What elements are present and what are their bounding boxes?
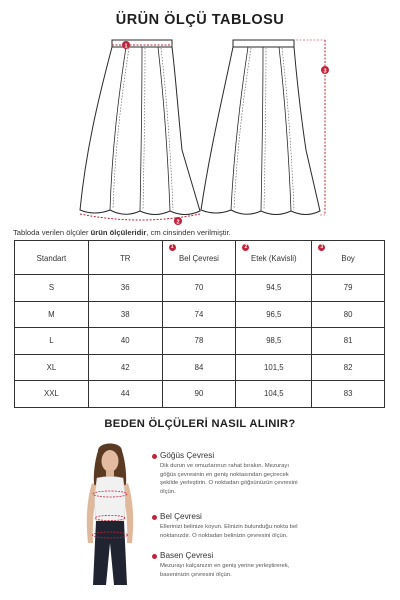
cell-size: S [15, 275, 89, 302]
table-row [15, 328, 385, 355]
measure-chest-desc: Dik durun ve omuzlarınızı rahat bırakın. Mezurayı göğüs çevresinin en geniş noktasından geçirecek şekilde yerleştirin. O noktadan göğsünüzün çevresini ölçün. [160, 463, 298, 495]
measure-waist [152, 512, 352, 540]
cell-size: M [15, 301, 89, 328]
cell-boy: 81 [312, 328, 385, 355]
table-row [15, 301, 385, 328]
header-marker-3-icon: 3 [318, 244, 325, 251]
measure-waist-title: Bel Çevresi [160, 512, 202, 521]
size-table-header-row [15, 241, 385, 275]
cell-size: XL [15, 354, 89, 381]
marker-1-label: 1 [124, 43, 128, 50]
page-title: ÜRÜN ÖLÇÜ TABLOSU [115, 12, 285, 28]
cell-tr: 36 [88, 275, 162, 302]
note-suffix: , cm cinsinden verilmiştir. [146, 228, 231, 237]
cell-etek: 104,5 [236, 381, 312, 408]
cell-size: L [15, 328, 89, 355]
cell-boy: 82 [312, 354, 385, 381]
measurement-note [13, 228, 231, 237]
cell-bel: 78 [162, 328, 236, 355]
cell-bel: 90 [162, 381, 236, 408]
cell-size: XXL [15, 381, 89, 408]
note-prefix: Tabloda verilen ölçüler [13, 228, 91, 237]
skirt-diagram [0, 30, 400, 230]
measure-waist-desc: Ellerinizi belinize koyun. Elinizin bulunduğu nokta bel noktanızdır. O noktadan belinizin çevresini ölçün. [160, 524, 298, 539]
marker-3-label: 3 [323, 68, 327, 75]
cell-bel: 74 [162, 301, 236, 328]
cell-boy: 80 [312, 301, 385, 328]
cell-bel: 84 [162, 354, 236, 381]
header-bel-cevresi: 1 Bel Çevresi [162, 241, 236, 275]
measure-hip-desc: Mezurayı kalçanızın en geniş yerine yerleştirerek, baseninizin çevresini ölçün. [160, 563, 290, 578]
table-row [15, 381, 385, 408]
measure-hip-title: Basen Çevresi [160, 551, 214, 560]
header-marker-2-icon: 2 [242, 244, 249, 251]
cell-tr: 40 [88, 328, 162, 355]
cell-etek: 94,5 [236, 275, 312, 302]
cell-etek: 101,5 [236, 354, 312, 381]
header-etek: 2 Etek (Kavisli) [236, 241, 312, 275]
measure-hip [152, 551, 352, 579]
model-photo [72, 443, 147, 585]
cell-boy: 79 [312, 275, 385, 302]
header-tr: TR [88, 241, 162, 275]
marker-2-label: 2 [176, 219, 180, 226]
header-standart: Standart [15, 241, 89, 275]
bullet-icon [152, 554, 157, 559]
cell-tr: 44 [88, 381, 162, 408]
bullet-icon [152, 515, 157, 520]
header-boy: 3 Boy [312, 241, 385, 275]
cell-boy: 83 [312, 381, 385, 408]
bullet-icon [152, 454, 157, 459]
how-to-measure-title: BEDEN ÖLÇÜLERİ NASIL ALINIR? [104, 418, 296, 430]
measure-chest [152, 451, 352, 496]
skirt-back-drawing [201, 40, 320, 215]
table-row [15, 275, 385, 302]
measure-chest-title: Göğüs Çevresi [160, 451, 215, 460]
size-table [14, 240, 385, 408]
note-bold: ürün ölçüleridir [90, 228, 147, 237]
cell-tr: 38 [88, 301, 162, 328]
cell-etek: 98,5 [236, 328, 312, 355]
skirt-front-drawing [80, 40, 200, 215]
cell-etek: 96,5 [236, 301, 312, 328]
cell-bel: 70 [162, 275, 236, 302]
header-marker-1-icon: 1 [169, 244, 176, 251]
cell-tr: 42 [88, 354, 162, 381]
table-row [15, 354, 385, 381]
